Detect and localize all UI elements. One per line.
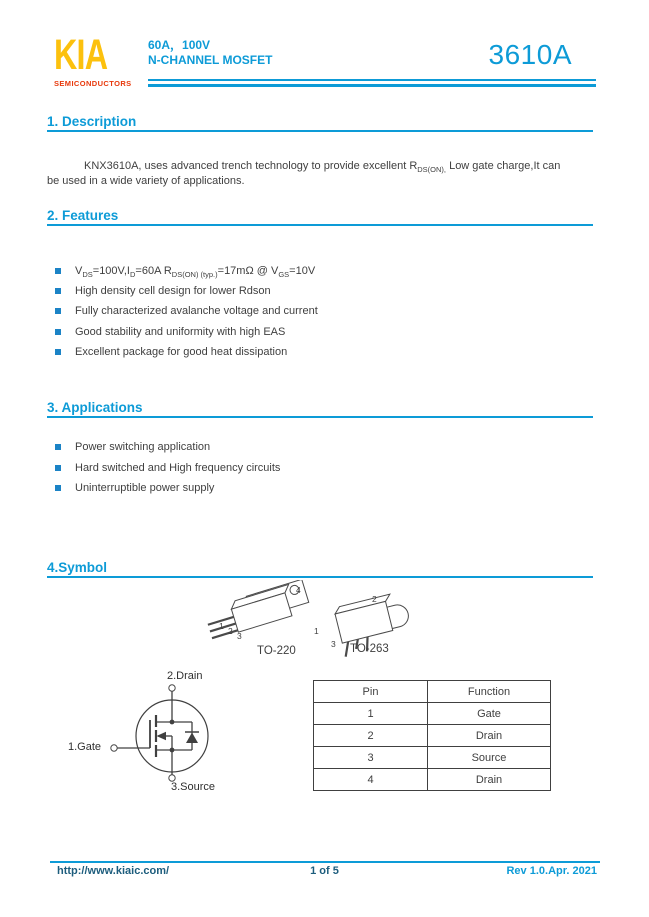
body-arrow <box>157 732 167 740</box>
rating-line: 60A，100V <box>148 38 211 52</box>
mosfet-symbol-drawing <box>100 668 250 793</box>
to220-pin1-label: 1 <box>219 621 224 631</box>
bullet-square-icon <box>55 288 61 294</box>
feature-item <box>55 345 318 365</box>
to220-pin2-label: 2 <box>228 626 233 636</box>
to263-pin1-label: 1 <box>314 626 319 636</box>
pin-number-cell: 2 <box>314 725 428 747</box>
pin-function-cell: Drain <box>428 725 551 747</box>
feature-item-text: Good stability and uniformity with high EAS <box>75 325 286 338</box>
to263-pin3-label: 3 <box>331 639 336 649</box>
bullet-square-icon <box>55 329 61 335</box>
kia-logo: KIA <box>54 31 108 79</box>
feature-item <box>55 325 318 345</box>
bullet-square-icon <box>55 444 61 450</box>
part-number: 3610A <box>488 39 572 70</box>
drain-label: 2.Drain <box>167 670 203 682</box>
application-item <box>55 481 280 502</box>
header-rule-thin <box>148 79 596 81</box>
pin-function-cell: Gate <box>428 703 551 725</box>
body-diode <box>186 733 198 744</box>
to220-caption: TO-220 <box>257 645 296 657</box>
to263-pin2-label: 2 <box>372 594 377 604</box>
drain-terminal <box>169 685 175 691</box>
bullet-square-icon <box>55 485 61 491</box>
logo-subtext: SEMICONDUCTORS <box>54 79 132 88</box>
table-header-row <box>314 681 551 703</box>
footer-rule <box>50 861 600 863</box>
application-item <box>55 461 280 482</box>
table-row <box>314 725 551 747</box>
feature-item-text: High density cell design for lower Rdson <box>75 285 271 298</box>
pin-function-table <box>313 680 551 791</box>
device-type-line: N-CHANNEL MOSFET <box>148 53 273 67</box>
pin-function-cell: Source <box>428 747 551 769</box>
column-header-function: Function <box>428 681 551 703</box>
pin-number-cell: 1 <box>314 703 428 725</box>
section-heading-symbol: 4.Symbol <box>47 560 593 578</box>
column-header-pin: Pin <box>314 681 428 703</box>
source-junction-dot <box>170 748 175 753</box>
bullet-square-icon <box>55 465 61 471</box>
application-item-text: Power switching application <box>75 441 211 453</box>
bullet-square-icon <box>55 308 61 314</box>
application-item-text: Uninterruptible power supply <box>75 482 215 494</box>
pin-number-cell: 3 <box>314 747 428 769</box>
bullet-square-icon <box>55 349 61 355</box>
table-row <box>314 769 551 791</box>
description-paragraph: KNX3610A, uses advanced trench technology to provide excellent $R_{DS(ON),}$ Low gate charge,It can be used in a wide variety of applications. <box>47 160 561 187</box>
section-heading-features: 2. Features <box>47 208 593 226</box>
section-heading-applications: 3. Applications <box>47 400 593 418</box>
application-item-text: Hard switched and High frequency circuits <box>75 461 281 474</box>
pin-function-cell: Drain <box>428 769 551 791</box>
application-item <box>55 440 280 461</box>
header-rule-thick <box>148 84 596 88</box>
table-row <box>314 703 551 725</box>
gate-terminal <box>111 745 117 751</box>
feature-item <box>55 284 318 304</box>
features-list <box>55 264 318 365</box>
feature-item-text: Excellent package for good heat dissipation <box>75 345 288 358</box>
page-number: 1 of 5 <box>310 865 339 877</box>
table-row <box>314 747 551 769</box>
gate-label: 1.Gate <box>68 741 102 753</box>
applications-list <box>55 440 280 502</box>
source-label: 3.Source <box>171 781 216 793</box>
feature-item <box>55 304 318 324</box>
feature-item-text: Fully characterized avalanche voltage and current <box>75 305 318 318</box>
feature-item-text: $V_{DS}=100V,I_D=60A$ $R_{DS(ON) (typ.)}=17m\Omega$ @ $V_{GS}=10V$ <box>75 265 316 280</box>
footer-website-link[interactable]: http://www.kiaic.com/ <box>57 865 170 877</box>
bullet-square-icon <box>55 268 61 274</box>
revision-label: Rev 1.0.Apr. 2021 <box>506 865 597 877</box>
section-heading-description: 1. Description <box>47 114 593 132</box>
to263-caption: TO-263 <box>350 643 389 655</box>
to220-pin3-label: 3 <box>237 631 242 641</box>
drain-junction-dot <box>170 720 175 725</box>
to220-package-drawing <box>205 580 320 652</box>
to220-pin4-label: 4 <box>296 585 301 595</box>
pin-number-cell: 4 <box>314 769 428 791</box>
feature-item <box>55 264 318 284</box>
